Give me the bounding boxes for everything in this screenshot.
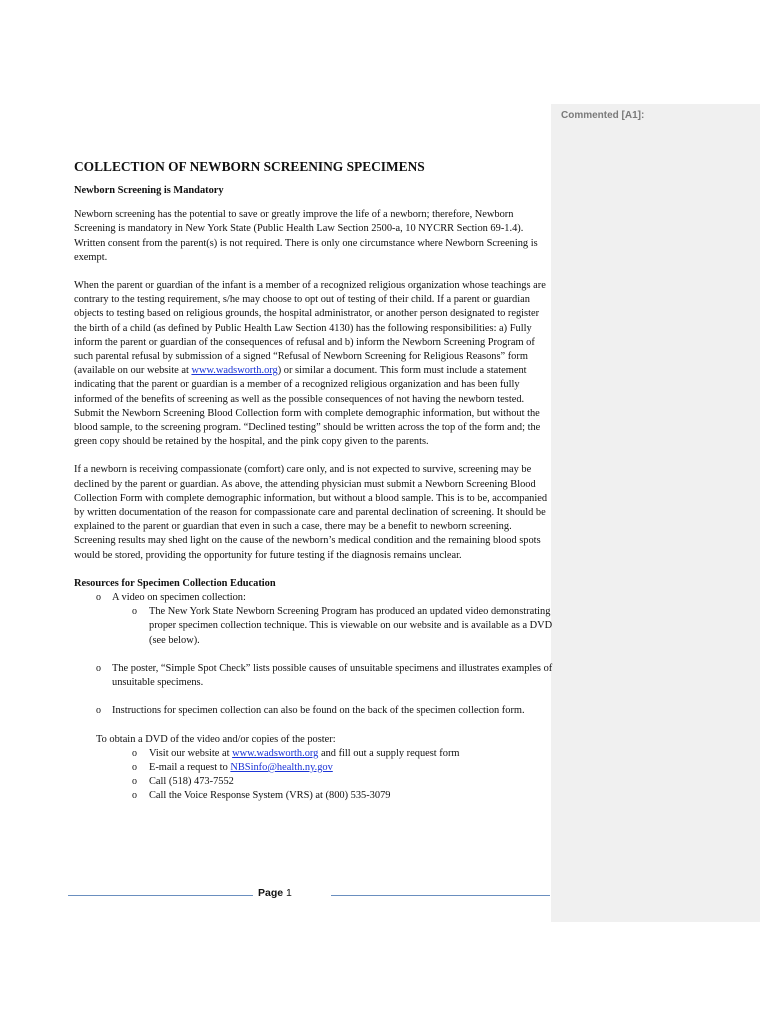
comment-label[interactable]: Commented [A1]: (561, 110, 645, 121)
bullet-icon: o (132, 747, 137, 759)
list-item-text: Call the Voice Response System (VRS) at (800) 535-3079 (149, 790, 391, 802)
section-heading-resources: Resources for Specimen Collection Education (74, 577, 276, 589)
paragraph-religious-refusal (74, 279, 554, 449)
list-item (74, 747, 554, 761)
list-item-text: E-mail a request to (149, 761, 231, 773)
list-item (74, 761, 554, 775)
bullet-icon: o (96, 662, 101, 674)
obtain-intro: To obtain a DVD of the video and/or copies of the poster: (96, 733, 336, 745)
paragraph-compassionate-care: If a newborn is receiving compassionate (comfort) care only, and is not expected to survive, screening may be declined by the parent or guardian. As above, the attending physician must submit a Newborn Screening Blood Collection Form with complete demographic information, but without a blood sample. This is to be, accompanied by written documentation of the reason for compassionate care and parental declination of screening. It should be explained to the parent or guardian that even in such a case, there may be a benefit to newborn screening. Screening results may shed light on the cause of the newborn’s medical condition and the remaining blood spots would be stored, providing the opportunity for future testing if the diagnosis remains unclear. (74, 464, 548, 561)
paragraph-text: ) or similar a document. This form must include a statement indicating that the parent or guardian is a member of a recognized religious organization and has been fully informed of the benefits of screening as well as the possible consequences of not having the newborn tested. Submit the Newborn Screening Blood Collection form with complete demographic information, but without the blood sample, to the screening program. “Declined testing” should be written across the top of the form and; the green copy should be retained by the hospital, and the pink copy given to the parents. (74, 365, 541, 448)
list-item-text: Instructions for specimen collection can also be found on the back of the specimen collection form. (112, 705, 525, 717)
footer-divider (68, 895, 253, 896)
page-word: Page (258, 887, 284, 899)
bullet-icon: o (132, 761, 137, 773)
bullet-icon: o (96, 705, 101, 717)
list-item-text: Visit our website at (149, 747, 233, 759)
paragraph-text: When the parent or guardian of the infant is a member of a recognized religious organization whose teachings are contrary to the testing requirement, s/he may choose to opt out of testing of their child. If a parent or guardian objects to testing based on religious grounds, the hospital administrator, or another person designated to register the birth of a child (as defined by Public Health Law Section 4130) has the following responsibilities: a) Fully inform the parent or guardian of the consequences of refusal and b) inform the Newborn Screening Program of such parental refusal by submission of a signed “Refusal of Newborn Screening for Religious Reasons” form (available on our website at (74, 280, 546, 377)
email-link[interactable]: NBSinfo@health.ny.gov (230, 761, 333, 773)
list-item (74, 775, 554, 789)
comment-sidebar (551, 104, 760, 922)
list-item-text: A video on specimen collection: (112, 592, 246, 604)
document-title: COLLECTION OF NEWBORN SCREENING SPECIMENS (74, 159, 425, 174)
list-item (74, 605, 554, 648)
bullet-icon: o (132, 776, 137, 788)
list-item-text: and fill out a supply request form (318, 747, 460, 759)
list-item-text: Call (518) 473-7552 (149, 776, 234, 788)
list-item (74, 662, 554, 690)
footer-divider (331, 895, 550, 896)
list-item (74, 704, 554, 718)
section-heading-mandatory: Newborn Screening is Mandatory (74, 185, 224, 196)
document-body (74, 158, 554, 804)
paragraph-mandatory: Newborn screening has the potential to save or greatly improve the life of a newborn; therefore, Newborn Screening is mandatory in New York State (Public Health Law Section 2500-a, 10 NYCRR Section 69-1.4). Written consent from the parent(s) is not required. There is only one circumstance where Newborn Screening is exempt. (74, 209, 538, 263)
wadsworth-link[interactable]: www.wadsworth.org (232, 747, 319, 759)
wadsworth-link[interactable]: www.wadsworth.org (191, 365, 278, 377)
bullet-icon: o (96, 592, 101, 604)
bullet-icon: o (132, 606, 137, 618)
list-item-text: The poster, “Simple Spot Check” lists possible causes of unsuitable specimens and illustrates examples of unsuitable specimens. (112, 662, 553, 689)
list-item (74, 789, 554, 803)
page-number (258, 887, 292, 899)
list-item (74, 591, 554, 605)
bullet-icon: o (132, 790, 137, 802)
page-footer (68, 886, 550, 906)
page-number-value: 1 (286, 887, 292, 899)
list-item-text: The New York State Newborn Screening Program has produced an updated video demonstrating proper specimen collection technique. This is viewable on our website and is available as a DVD (see below). (149, 606, 553, 646)
